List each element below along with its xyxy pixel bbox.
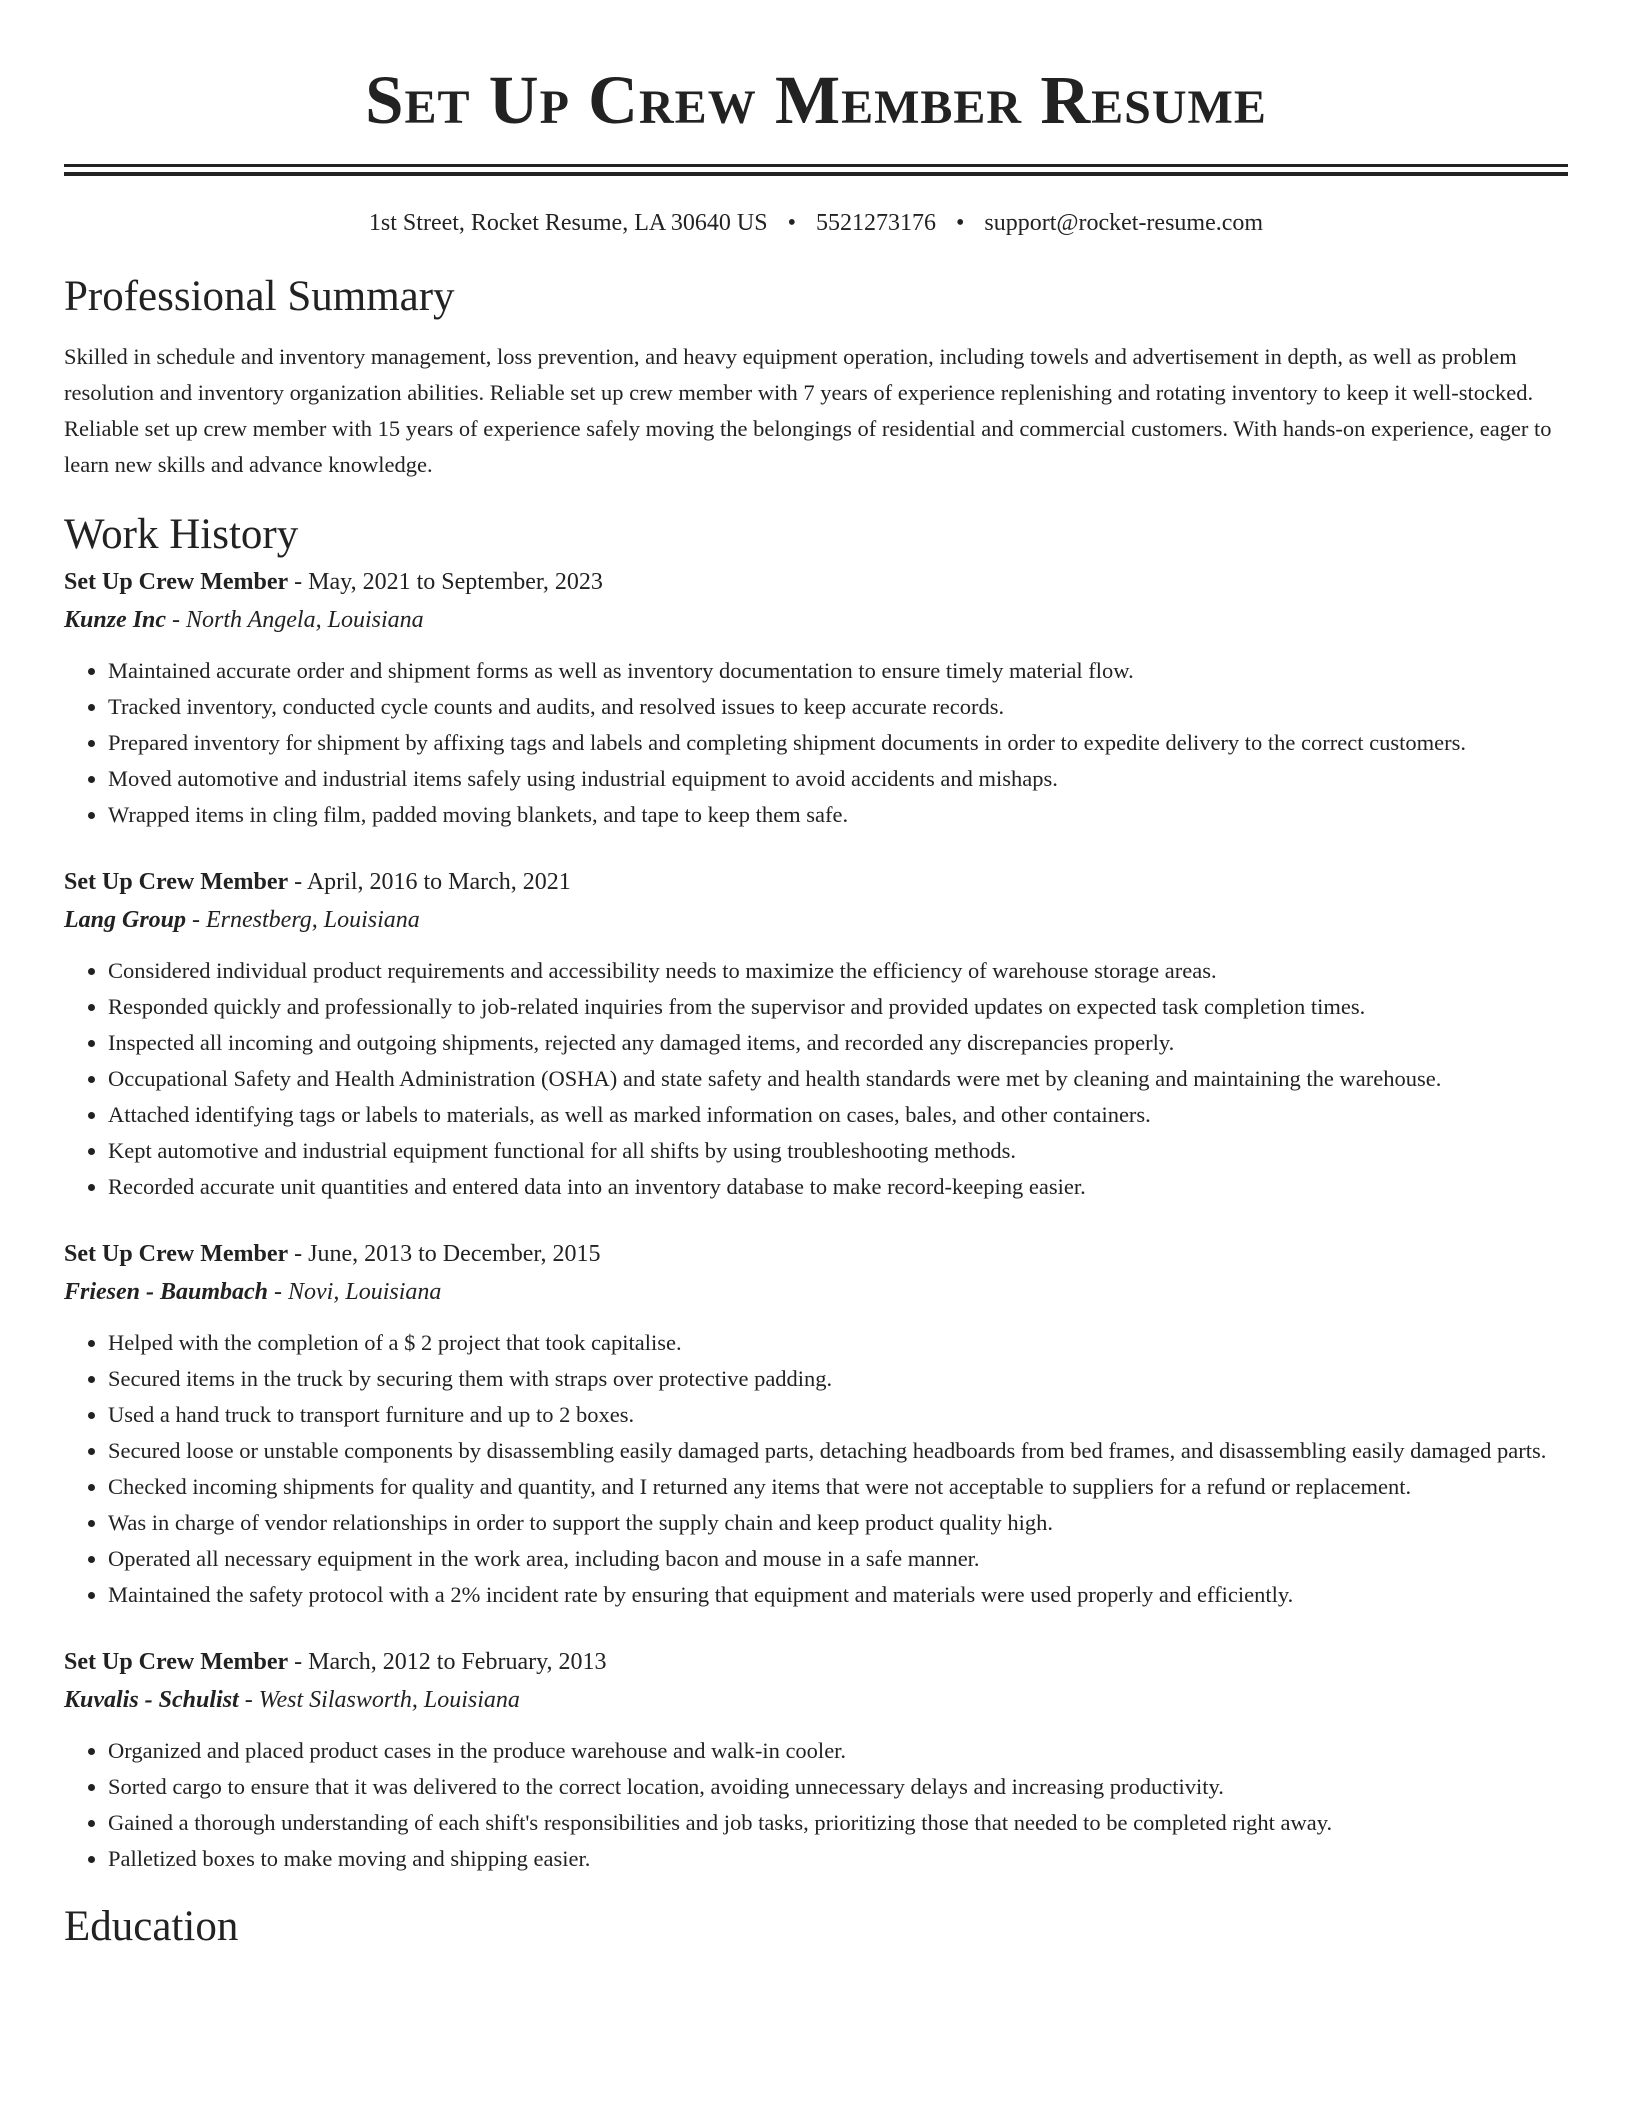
job-header [64,1235,1568,1273]
job-duty-item: • Tracked inventory, conducted cycle counts and audits, and resolved issues to keep accurate records. [108,689,1568,725]
job-entry [64,563,1568,833]
job-company: Friesen - Baumbach [64,1279,269,1305]
job-dates: - May, 2021 to September, 2023 [294,569,603,595]
job-role: Set Up Crew Member [64,569,289,595]
job-duty-item: • Inspected all incoming and outgoing shipments, rejected any damaged items, and recorded any discrepancies properly. [108,1025,1568,1061]
contact-line [64,207,1568,239]
job-duties-list [64,953,1568,1205]
job-entry [64,1643,1568,1877]
job-company-line [64,901,1568,939]
job-company: Kunze Inc [64,607,167,633]
contact-separator: • [787,210,796,236]
job-duty-item: • Palletized boxes to make moving and shipping easier. [108,1841,1568,1877]
contact-email: support@rocket-resume.com [984,210,1264,236]
work-history-list [64,563,1568,1877]
job-duty-item: • Maintained the safety protocol with a 2% incident rate by ensuring that equipment and materials were used properly and efficiently. [108,1577,1568,1613]
summary-heading: Professional Summary [64,273,455,320]
title-divider [64,164,1568,176]
job-duty-item: • Checked incoming shipments for quality and quantity, and I returned any items that were not acceptable to suppliers for a refund or replacement. [108,1469,1568,1505]
job-company: Lang Group [64,907,187,933]
job-duties-list [64,1325,1568,1613]
job-header [64,1643,1568,1681]
job-header [64,863,1568,901]
job-duty-item: • Occupational Safety and Health Administration (OSHA) and state safety and health standards were met by cleaning and maintaining the warehouse. [108,1061,1568,1097]
job-duty-item: • Secured items in the truck by securing them with straps over protective padding. [108,1361,1568,1397]
job-duty-item: • Prepared inventory for shipment by affixing tags and labels and completing shipment documents in order to expedite delivery to the correct customers. [108,725,1568,761]
job-duty-item: • Responded quickly and professionally to job-related inquiries from the supervisor and provided updates on expected task completion times. [108,989,1568,1025]
job-duty-item: • Maintained accurate order and shipment forms as well as inventory documentation to ensure timely material flow. [108,653,1568,689]
job-dates: - April, 2016 to March, 2021 [294,869,571,895]
summary-text: Skilled in schedule and inventory management, loss prevention, and heavy equipment operation, including towels and advertisement in depth, as well as problem resolution and inventory organization abilities. Reliable set up crew member with 7 years of experience replenishing and rotating inventory to keep it well-stocked. Reliable set up crew member with 15 years of experience safely moving the belongings of residential and commercial customers. With hands-on experience, eager to learn new skills and advance knowledge. [64,344,1552,477]
job-header [64,563,1568,601]
job-company-line [64,601,1568,639]
resume-page [64,0,1568,1955]
job-duty-item: • Used a hand truck to transport furniture and up to 2 boxes. [108,1397,1568,1433]
job-role: Set Up Crew Member [64,1649,289,1675]
job-company-line [64,1681,1568,1719]
education-heading: Education [64,1903,239,1950]
job-location: - North Angela, Louisiana [172,607,424,633]
job-duty-item: • Moved automotive and industrial items safely using industrial equipment to avoid accidents and mishaps. [108,761,1568,797]
job-duty-item: • Secured loose or unstable components by disassembling easily damaged parts, detaching headboards from bed frames, and disassembling easily damaged parts. [108,1433,1568,1469]
job-entry [64,863,1568,1205]
job-location: - Novi, Louisiana [274,1279,442,1305]
job-dates: - March, 2012 to February, 2013 [294,1649,607,1675]
job-duty-item: • Operated all necessary equipment in the work area, including bacon and mouse in a safe manner. [108,1541,1568,1577]
resume-title: Set Up Crew Member Resume [365,62,1267,138]
contact-phone: 5521273176 [815,210,936,236]
job-role: Set Up Crew Member [64,1241,289,1267]
job-company: Kuvalis - Schulist [64,1687,239,1713]
job-role: Set Up Crew Member [64,869,289,895]
contact-address: 1st Street, Rocket Resume, LA 30640 US [368,210,768,236]
job-duty-item: • Gained a thorough understanding of each shift's responsibilities and job tasks, prioritizing those that needed to be completed right away. [108,1805,1568,1841]
job-duty-item: • Was in charge of vendor relationships in order to support the supply chain and keep product quality high. [108,1505,1568,1541]
job-duty-item: • Recorded accurate unit quantities and entered data into an inventory database to make record-keeping easier. [108,1169,1568,1205]
job-duty-item: • Helped with the completion of a $ 2 project that took capitalise. [108,1325,1568,1361]
job-duty-item: • Organized and placed product cases in the produce warehouse and walk-in cooler. [108,1733,1568,1769]
job-company-line [64,1273,1568,1311]
job-location: - Ernestberg, Louisiana [192,907,420,933]
job-duty-item: • Considered individual product requirements and accessibility needs to maximize the efficiency of warehouse storage areas. [108,953,1568,989]
job-duties-list [64,653,1568,833]
job-duty-item: • Sorted cargo to ensure that it was delivered to the correct location, avoiding unnecessary delays and increasing productivity. [108,1769,1568,1805]
job-duty-item: • Kept automotive and industrial equipment functional for all shifts by using troubleshooting methods. [108,1133,1568,1169]
job-duties-list [64,1733,1568,1877]
work-history-heading: Work History [64,511,299,558]
job-dates: - June, 2013 to December, 2015 [294,1241,601,1267]
job-duty-item: • Attached identifying tags or labels to materials, as well as marked information on cases, bales, and other containers. [108,1097,1568,1133]
job-entry [64,1235,1568,1613]
job-location: - West Silasworth, Louisiana [244,1687,520,1713]
contact-separator: • [955,210,965,236]
job-duty-item: • Wrapped items in cling film, padded moving blankets, and tape to keep them safe. [108,797,1568,833]
